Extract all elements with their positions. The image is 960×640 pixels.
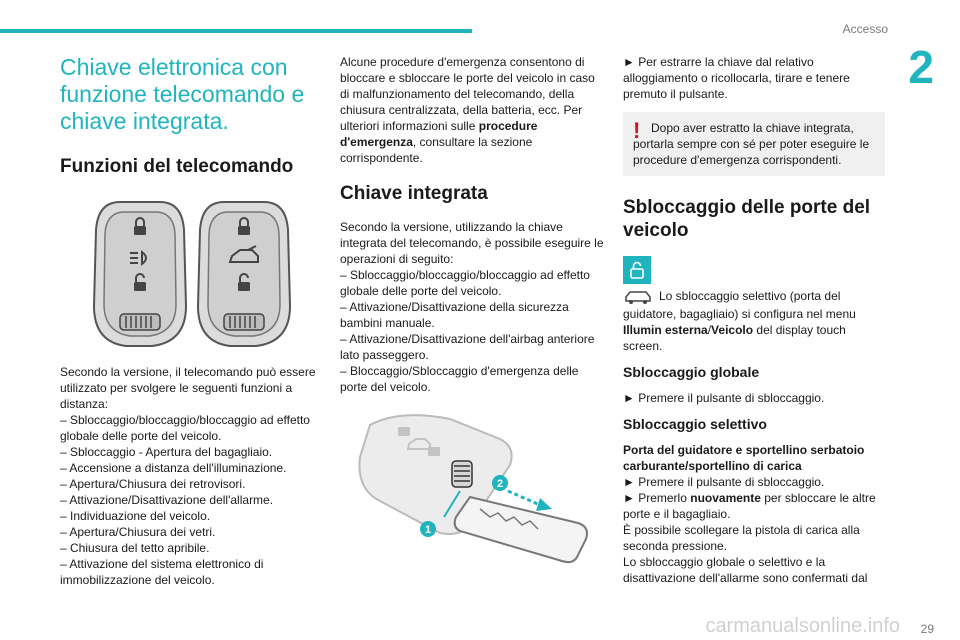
page-title: Chiave elettronica con funzione telecomando e chiave integrata. (60, 54, 305, 134)
emergency-intro-post: , consultare la sezione corrispondente. (340, 135, 533, 165)
callout-2: 2 (496, 478, 504, 490)
heading-unlock-doors: Sbloccaggio delle porte del veicolo (623, 197, 871, 241)
column-2 (340, 54, 604, 587)
selective-step-2-pre: ► Premerlo (623, 491, 691, 505)
remote-keys-illustration (60, 192, 316, 352)
heading-selective-unlock: Sbloccaggio selettivo (623, 416, 767, 432)
key-release-grip (224, 314, 264, 330)
section-label: Accesso (842, 22, 888, 36)
chapter-number: 2 (908, 41, 934, 93)
selective-step-2-bold: nuovamente (690, 491, 761, 505)
column-3 (623, 54, 885, 596)
padlock-open-icon (623, 256, 651, 284)
remote-functions-text: Secondo la versione, il telecomando può essere utilizzato per svolgere le seguenti funzioni a distanza: – Sbloccaggio/bloccaggio/bloccaggio ad effetto globale delle porte del veicolo. – Sbloccaggio - Apertura del bagagliaio. – Accensione a distanza dell'illuminazione. – Apertura/Chiusura dei retrovisori. – Attivazione/Disattivazione dell'allarme. – Individuazione del veicolo. – Apertura/Chiusura dei vetri. – Chiusura del tetto apribile. – Attivazione del sistema elettronico di immobilizzazione del veicolo. (60, 365, 316, 587)
selective-step-1: ► Premere il pulsante di sbloccaggio. (623, 475, 825, 489)
car-icon (623, 288, 653, 306)
heading-remote-functions: Funzioni del telecomando (60, 156, 294, 177)
remote-key-right (198, 202, 290, 346)
global-unlock-text: ► Premere il pulsante di sbloccaggio. (623, 391, 825, 405)
watermark: carmanualsonline.info (705, 615, 900, 637)
emergency-intro-pre: Alcune procedure d'emergenza consentono di bloccare e sbloccare le porte del veicolo in caso di malfunzionamento del telecomando, della chiusura centralizzata, della batteria, ecc. Per ulteriori informazioni sulle (340, 55, 595, 133)
heading-integrated-key: Chiave integrata (340, 183, 488, 204)
selective-config-pre: Lo sbloccaggio selettivo (porta del guidatore, bagagliaio) si configura nel menu (623, 289, 856, 321)
header-accent-bar (0, 29, 472, 33)
selective-steps (623, 442, 885, 522)
warning-text: Dopo aver estratto la chiave integrata, portarla sempre con sé per poter eseguire le procedure d'emergenza corrispondenti. (633, 121, 870, 167)
menu-illumin-esterna: Illumin esterna (623, 323, 708, 337)
emergency-intro (340, 54, 604, 166)
page-number: 29 (920, 622, 934, 636)
selective-config-post: del display touch screen. (623, 323, 846, 353)
menu-separator: / (707, 323, 712, 337)
key-release-grip (120, 314, 160, 330)
column-1 (60, 54, 316, 598)
extract-instruction: ► Per estrarre la chiave dal relativo alloggiamento o ricollocarla, tirare e tenere premuto il pulsante. (623, 55, 850, 101)
callout-1: 1 (424, 524, 432, 536)
heading-global-unlock: Sbloccaggio globale (623, 364, 760, 380)
emergency-intro-bold: procedure d'emergenza (340, 119, 538, 149)
integrated-key-blade (455, 497, 587, 562)
remote-key-left (94, 202, 186, 346)
selective-config-text (623, 288, 885, 354)
integrated-key-text: Secondo la versione, utilizzando la chiave integrata del telecomando, è possibile eseguire le operazioni di seguito: – Sbloccaggio/bloccaggio/bloccaggio ad effetto globale delle porte del veicolo. – Attivazione/Disattivazione della sicurezza bambini manuale. – Attivazione/Disattivazione dell'airbag anteriore lato passeggero. – Bloccaggio/Sbloccaggio d'emergenza delle porte del veicolo. (340, 220, 604, 394)
warning-icon: ! (633, 118, 641, 143)
key-extraction-illustration (340, 405, 604, 575)
selective-note: È possibile scollegare la pistola di carica alla seconda pressione. Lo sbloccaggio globale o selettivo e la disattivazione dell'allarme sono confermati dal (623, 523, 868, 585)
selective-step-2-post: per sbloccare le altre porte e il bagagliaio. (623, 491, 876, 521)
menu-veicolo: Veicolo (711, 323, 754, 337)
warning-box (623, 112, 885, 176)
selective-subheading: Porta del guidatore e sportellino serbatoio carburante/sportellino di carica (623, 443, 865, 473)
